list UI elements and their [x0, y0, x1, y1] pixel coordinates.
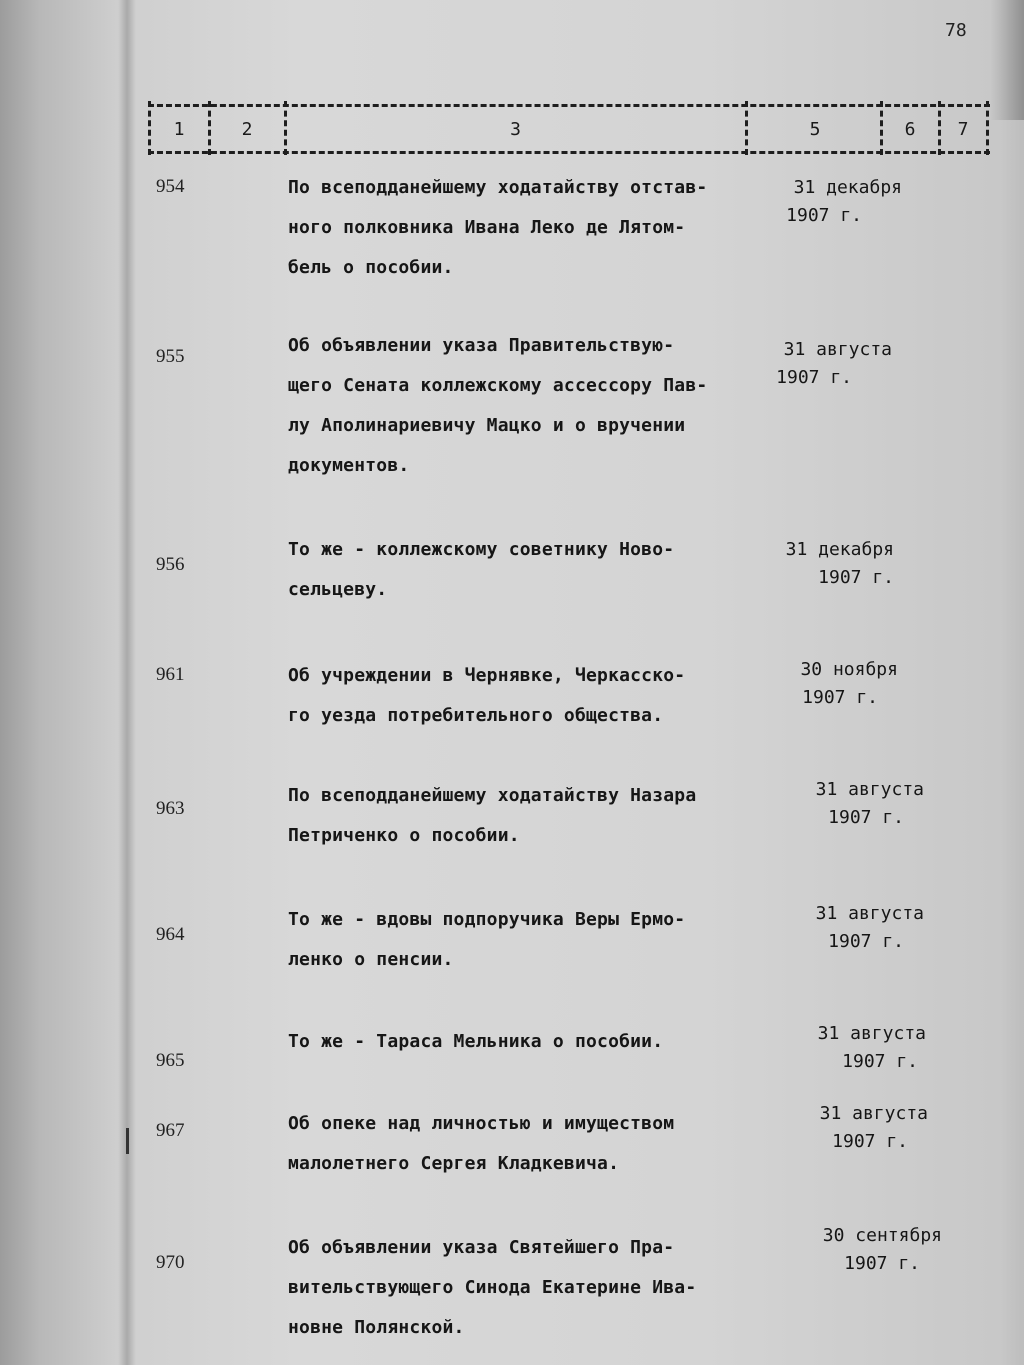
entry-number: 970 [156, 1252, 185, 1273]
column-separator [148, 101, 151, 155]
page-edge-shadow [990, 0, 1024, 120]
column-separator [745, 101, 748, 155]
column-separator [880, 101, 883, 155]
entry-text: По всеподданейшему ходатайству отстав- ного полковника Ивана Леко де Лятом- бель о пособии. [288, 177, 708, 278]
entry-number: 967 [156, 1120, 185, 1141]
entry-date-year: 1907 г. [776, 367, 852, 388]
entry-date-day-month: 31 августа [815, 903, 924, 924]
column-header-2: 2 [241, 118, 253, 140]
entry-date [796, 900, 924, 956]
entry-date-year: 1907 г. [786, 205, 862, 226]
entry-date-year: 1907 г. [818, 567, 894, 588]
entry-date-year: 1907 г. [842, 1051, 918, 1072]
entry-text: По всеподданейшему ходатайству Назара Петриченко о пособии. [288, 785, 697, 846]
entry-text: Об опеке над личностью и имуществом малолетнего Сергея Кладкевича. [288, 1113, 675, 1174]
column-header-3: 3 [510, 118, 521, 140]
entry-date-year: 1907 г. [828, 807, 904, 828]
entry-date-year: 1907 г. [844, 1253, 920, 1274]
entry-text: То же - Тараса Мельника о пособии. [288, 1031, 664, 1052]
entry-date-day-month: 31 августа [819, 1103, 928, 1124]
column-header-row [148, 104, 990, 154]
entry-number: 954 [156, 176, 185, 197]
entry-text: Об учреждении в Чернявке, Черкасско- го уезда потребительного общества. [288, 665, 686, 726]
entry-date-day-month: 30 сентября [822, 1225, 942, 1246]
entry-number: 961 [156, 664, 185, 685]
entry-number: 956 [156, 554, 185, 575]
column-separator [986, 101, 989, 155]
entry-number: 965 [156, 1050, 185, 1071]
entry-date [762, 536, 894, 592]
entry-date [798, 1020, 926, 1076]
column-header-1: 1 [173, 118, 185, 140]
column-header-6: 6 [904, 118, 916, 140]
entry-date-day-month: 31 августа [783, 339, 892, 360]
entry-text: Об объявлении указа Правительствую- щего Сената коллежскому ассессору Пав- лу Аполинариевичу Мацко и о вручении документов. [288, 335, 708, 476]
margin-tick-mark [126, 1128, 129, 1154]
entry-date-year: 1907 г. [828, 931, 904, 952]
entry-text: То же - вдовы подпоручика Веры Ермо- ленко о пенсии. [288, 909, 686, 970]
entry-date [760, 336, 892, 392]
entry-number: 964 [156, 924, 185, 945]
entry-date-day-month: 30 ноября [800, 659, 898, 680]
column-separator [938, 101, 941, 155]
entry-date-day-month: 31 декабря [785, 539, 894, 560]
column-separator [208, 101, 211, 155]
entry-date [770, 174, 902, 230]
entry-number: 963 [156, 798, 185, 819]
page-binding-shadow [118, 0, 136, 1365]
entry-number: 955 [156, 346, 185, 367]
column-header-7: 7 [957, 118, 969, 140]
entry-date-day-month: 31 августа [815, 779, 924, 800]
entry-date [798, 1100, 928, 1156]
entry-text: То же - коллежскому советнику Ново- сельцеву. [288, 539, 675, 600]
entry-date-year: 1907 г. [802, 687, 878, 708]
entry-date-year: 1907 г. [832, 1131, 908, 1152]
column-separator [284, 101, 287, 155]
entry-date-day-month: 31 декабря [793, 177, 902, 198]
entry-date [798, 1222, 942, 1278]
entry-date-day-month: 31 августа [817, 1023, 926, 1044]
page-number: 78 [945, 20, 967, 41]
column-header-5: 5 [809, 118, 821, 140]
entry-date [796, 776, 924, 832]
entry-date [780, 656, 898, 712]
entry-text: Об объявлении указа Святейшего Пра- вительствующего Синода Екатерине Ива- новне Полянской. [288, 1237, 697, 1338]
